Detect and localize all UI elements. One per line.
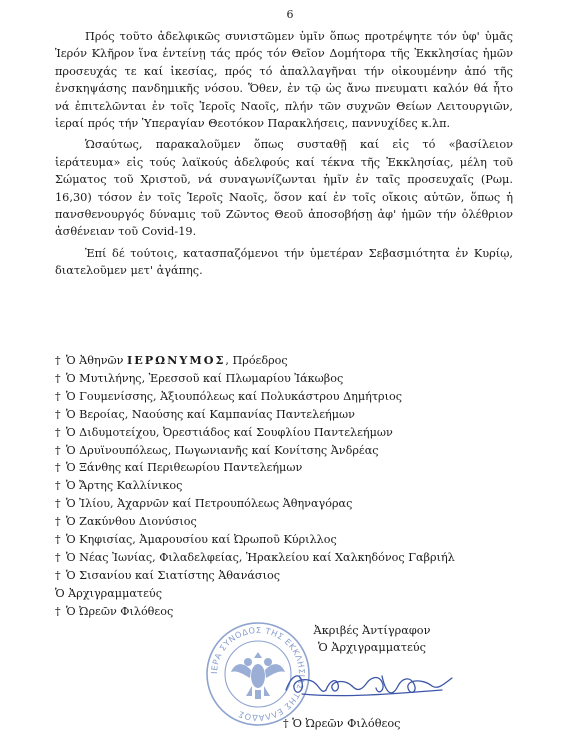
signatory-name: Ὁ Ξάνθης καί Περιθεωρίου Παντελεήμων [66, 461, 303, 475]
certifier-name: Ὁ Ὠρεῶν Φιλόθεος [292, 717, 401, 730]
signatory-name: Ὁ Δρυϊνουπόλεως, Πωγωνιανῆς καί Κονίτσης Ἀνδρέας [66, 443, 379, 457]
paragraph-closing: Ἐπί δέ τούτοις, κατασπαζόμενοι τήν ὑμετέραν Σεβασμιότητα ἐν Κυρίῳ, διατελοῦμεν μετ' ἀγάπης. [55, 246, 513, 278]
signatory-row [55, 424, 525, 442]
page-number: 6 [286, 8, 294, 21]
dagger-icon: † [283, 717, 289, 730]
primate-name: ΙΕΡΩΝΥΜΟΣ [126, 353, 226, 367]
dagger-icon: † [55, 604, 61, 618]
signatory-name: Ὁ Μυτιλήνης, Ἐρεσσοῦ καί Πλωμαρίου Ἰάκωβος [66, 371, 344, 385]
signatory-row [55, 495, 525, 513]
signatory-row [55, 477, 525, 495]
handwritten-signature [282, 664, 462, 704]
seal-text: ΙΕΡΑ ΣΥΝΟΔΟΣ ΤΗΣ ΕΚΚΛΗΣΙΑΣ ΤΗΣ ΕΛΛΑΔΟΣ [208, 624, 308, 724]
signatory-row [55, 513, 525, 531]
signatory-primate [55, 352, 525, 370]
dagger-icon: † [55, 497, 61, 511]
dagger-icon: † [55, 407, 61, 421]
signatory-row [55, 459, 525, 477]
signatory-name: Ὁ Ἰλίου, Ἀχαρνῶν καί Πετρουπόλεως Ἀθηναγόρας [66, 497, 353, 511]
signatory-name: Ὁ Κηφισίας, Ἀμαρουσίου καί Ὠρωποῦ Κύριλλος [66, 533, 337, 547]
signatory-name: Ὁ Διδυμοτείχου, Ὀρεστιάδος καί Σουφλίου Παντελεήμων [66, 425, 393, 439]
signatory-name: Ὁ Νέας Ἰωνίας, Φιλαδελφείας, Ἡρακλείου καί Χαλκηδόνος Γαβριήλ [66, 550, 455, 564]
letter-body [55, 28, 513, 280]
certification-block [287, 622, 457, 656]
secretary-name: Ὁ Ὠρεῶν Φιλόθεος [66, 604, 174, 618]
dagger-icon: † [55, 371, 61, 385]
dagger-icon: † [55, 354, 61, 367]
signatory-row [55, 388, 525, 406]
signatory-row [55, 549, 525, 567]
signatory-name: Ὁ Βεροίας, Ναούσης καί Καμπανίας Παντελεήμων [66, 407, 355, 421]
paragraph-prayers: Πρός τοῦτο ἀδελφικῶς συνιστῶμεν ὑμῖν ὅπως προτρέψητε τόν ὑφ' ὑμᾶς Ἱερόν Κλῆρον ἵνα ἐντείνῃ τάς πρός τόν Θεῖον Δομήτορα τῆς Ἐκκλησίας ἡμῶν προσευχάς τε καί ἱκεσίας, πρός τό ἀπαλλαγῆναι τήν οἰκουμένην ἀπό τῆς ἐνσκηψάσης πανδημικῆς νόσου. Ὅθεν, ἐν τῷ ὡς ἄνω πνευματι καλόν θά ἦτο νά ἐπιτελῶνται ἐν τοῖς Ἱεροῖς Ναοῖς, πλήν τῶν συχνῶν Θείων Λειτουργιῶν, ἱεραί πρός τήν Ὑπεραγίαν Θεοτόκον Παρακλήσεις, παννυχίδες κ.λπ. [55, 30, 513, 131]
dagger-icon: † [55, 568, 61, 582]
signatory-row [55, 406, 525, 424]
signatory-row [55, 531, 525, 549]
secretary-title: Ὁ Ἀρχιγραμματεύς [55, 586, 162, 600]
dagger-icon: † [55, 533, 61, 547]
signatory-row [55, 442, 525, 460]
signatory-row [55, 567, 525, 585]
certification-title: Ὁ Ἀρχιγραμματεύς [317, 641, 426, 654]
dagger-icon: † [55, 443, 61, 457]
signatory-row [55, 370, 525, 388]
signatory-name: Ὁ Σισανίου καί Σιατίστης Ἀθανάσιος [66, 568, 280, 582]
signatory-name: Ὁ Ἄρτης Καλλίνικος [66, 479, 183, 493]
primate-title: , Πρόεδρος [225, 354, 288, 367]
dagger-icon: † [55, 425, 61, 439]
primate-see: Ὁ Ἀθηνῶν [66, 354, 124, 367]
signatory-secretary [55, 603, 525, 621]
signatory-name: Ὁ Γουμενίσσης, Ἀξιουπόλεως καί Πολυκάστρου Δημήτριος [66, 389, 402, 403]
signatories-list [55, 352, 525, 621]
dagger-icon: † [55, 389, 61, 403]
double-headed-eagle-icon [231, 652, 285, 699]
paragraph-laity: Ὡσαύτως, παρακαλοῦμεν ὅπως συσταθῇ καί εἰς τό «βασίλειον ἱεράτευμα» εἰς τούς λαϊκούς ἀδελφούς καί τέκνα τῆς Ἐκκλησίας, μέλη τοῦ Σώματος τοῦ Χριστοῦ, νά συναγωνίζωνται ἡμῖν ἐν ταῖς προσευχαῖς (Ρωμ. 16,30) τόσον ἐν τοῖς Ἱεροῖς Ναοῖς, ὅσον καί ἐν τοῖς οἴκοις αὐτῶν, ὅπως ἡ πανσθενουργός δύναμις τοῦ Ζῶντος Θεοῦ ἀποσοβήσῃ ἀφ' ἡμῶν τήν ὀλέθριον ἀσθένειαν τοῦ Covid-19. [55, 138, 513, 239]
dagger-icon: † [55, 461, 61, 475]
signatory-name: Ὁ Ζακύνθου Διονύσιος [66, 515, 197, 529]
dagger-icon: † [55, 515, 61, 529]
dagger-icon: † [55, 479, 61, 493]
certified-copy-label: Ἀκριβές Ἀντίγραφον [313, 624, 431, 637]
dagger-icon: † [55, 550, 61, 564]
certification-name [283, 717, 401, 730]
